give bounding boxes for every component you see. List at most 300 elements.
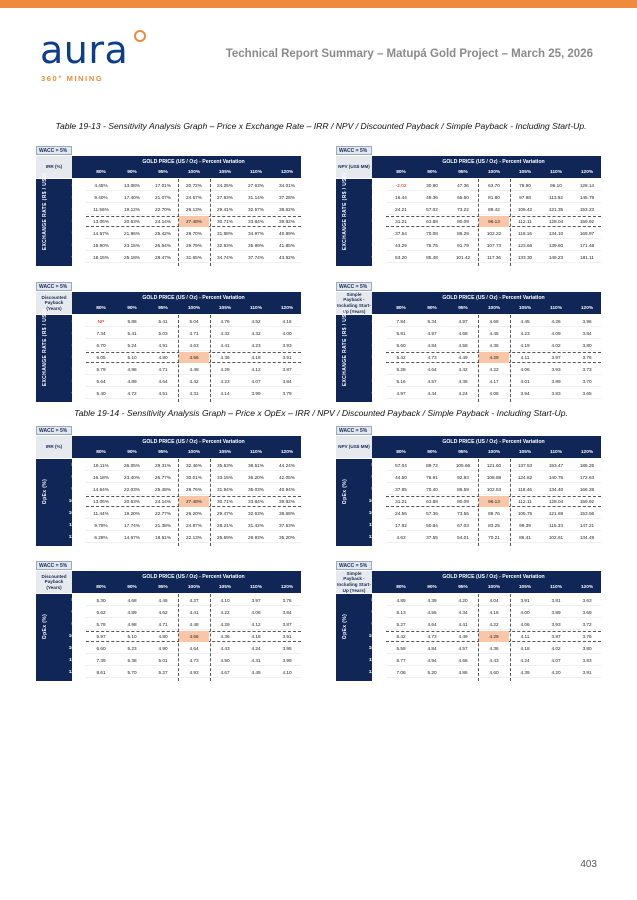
table-cell: 3.84	[282, 378, 292, 384]
table-cell: 23.15%	[124, 242, 140, 248]
table-cell: 57.02	[426, 206, 438, 212]
section-title: Table 19-14 - Sensitivity Analysis Graph – Price x OpEx – IRR / NPV / Discounted Payback / Simple Payback - Including Start-Up.	[74, 408, 568, 418]
table-cell: 4.23	[220, 378, 230, 384]
table-cell: 181.11	[580, 254, 594, 260]
table-cell: 3.81	[551, 597, 561, 603]
base-column-divider	[210, 459, 211, 546]
base-column-divider	[178, 315, 179, 402]
wacc-label: WACC = 5%	[36, 146, 72, 155]
table-cell: 39.82%	[279, 218, 295, 224]
table-cell: 4.89	[396, 597, 406, 603]
row-header: 100%	[368, 498, 381, 504]
table-cell: 28.93%	[248, 534, 264, 540]
table-cell: 5.60	[396, 342, 406, 348]
table-cell: 24.14%	[155, 218, 171, 224]
table-cell: 16.18%	[93, 474, 109, 480]
table-cell: 3.83	[551, 390, 561, 396]
table-cell: 38.51%	[248, 462, 264, 468]
table-cell: 3.73	[582, 366, 592, 372]
table-cell: 18.51%	[155, 534, 171, 540]
table-cell: 3.91	[282, 633, 292, 639]
table-cell: 123.66	[517, 242, 533, 248]
table-cell: 5.34	[427, 318, 437, 324]
column-header: 110%	[249, 585, 262, 590]
table-cell: 124.82	[517, 474, 533, 480]
table-cell: 22.13%	[186, 534, 202, 540]
table-cell: 24.87%	[186, 522, 202, 528]
table-cell: 113.92	[549, 194, 563, 200]
table-cell: 4.39	[427, 597, 437, 603]
column-header: 80%	[396, 585, 406, 590]
table-cell: 121.69	[548, 510, 564, 516]
table-cell: 20.72%	[186, 182, 202, 188]
base-column-divider	[210, 179, 211, 266]
table-cell: 22.77%	[155, 510, 171, 516]
column-header: 100%	[187, 170, 201, 175]
table-cell: 17.74%	[124, 522, 140, 528]
table-cell: 89.72	[426, 462, 438, 468]
base-column-divider	[478, 179, 479, 266]
table-cell: 5.78	[96, 621, 106, 627]
table-cell: 145.79	[579, 194, 595, 200]
column-header: 80%	[96, 306, 106, 311]
wacc-label: WACC = 5%	[36, 561, 72, 570]
table-cell: 5.70	[127, 669, 137, 675]
table-cell: 5.64	[96, 378, 106, 384]
table-cell: 37.55	[426, 534, 438, 540]
table-cell: 33.84%	[248, 498, 264, 504]
gold-price-title: GOLD PRICE (US / Oz) - Percent Variation	[442, 574, 545, 580]
logo-subtitle: 360° MINING	[41, 74, 104, 83]
table-cell: 4.24	[458, 390, 468, 396]
table-cell: 54.01	[457, 534, 469, 540]
column-header: 100%	[187, 450, 201, 455]
column-header: 90%	[427, 585, 437, 590]
table-cell: 153.47	[548, 462, 564, 468]
column-header: 100%	[487, 306, 501, 311]
table-cell: 4.97	[427, 330, 437, 336]
row-header: 120%	[68, 534, 81, 540]
table-cell: 28.70%	[186, 230, 202, 236]
table-cell: 75.75	[426, 242, 438, 248]
table-cell: 5.81	[396, 330, 406, 336]
table-cell: 4.69	[489, 318, 499, 324]
table-cell: 4.39	[520, 669, 530, 675]
table-cell: 4.71	[189, 330, 199, 336]
table-cell: 4.71	[158, 621, 168, 627]
table-cell: 9.40%	[94, 194, 108, 200]
table-cell: 4.31	[251, 657, 261, 663]
table-cell: 4.31	[189, 390, 199, 396]
row-header: 95%	[371, 486, 381, 492]
table-cell: 99.39	[519, 522, 531, 528]
table-cell: 4.45	[489, 330, 499, 336]
table-cell: 128.04	[548, 218, 564, 224]
column-header: 110%	[249, 170, 262, 175]
table-cell: 19.20%	[124, 510, 140, 516]
table-cell: 4.63	[189, 342, 199, 348]
table-cell: 4.22	[489, 366, 499, 372]
table-cell: 4.48	[189, 366, 199, 372]
table-cell: 4.07	[251, 378, 261, 384]
table-cell: 31.94%	[217, 486, 233, 492]
table-cell: 4.73	[427, 633, 437, 639]
table-cell: 4.67	[220, 669, 230, 675]
table-cell: 112.11	[518, 498, 532, 504]
table-cell: 25.42%	[155, 230, 171, 236]
table-cell: 4.90	[158, 645, 168, 651]
table-cell: 3.80	[582, 342, 592, 348]
table-cell: 5.03	[158, 330, 168, 336]
table-cell: 11.56%	[93, 206, 109, 212]
table-cell: 21.38%	[155, 522, 171, 528]
table-cell: 108.88	[486, 474, 502, 480]
table-cell: 28.21%	[217, 522, 233, 528]
table-cell: 40.94%	[279, 486, 295, 492]
base-column-divider	[478, 459, 479, 546]
table-cell: 86.29	[457, 230, 469, 236]
table-cell: 4.06	[520, 621, 530, 627]
base-column-divider	[510, 315, 511, 402]
table-cell: 4.93	[189, 669, 199, 675]
table-cell: 4.57	[427, 378, 437, 384]
table-cell: 134.40	[548, 486, 564, 492]
gold-price-title: GOLD PRICE (US / Oz) - Percent Variation	[442, 439, 545, 445]
table-cell: 101.42	[455, 254, 471, 260]
table-cell: 35.20%	[279, 534, 295, 540]
table-cell: 49.36	[426, 194, 438, 200]
table-cell: 5.01	[158, 657, 168, 663]
table-cell: 5.27	[396, 621, 406, 627]
table-cell: 4.98	[127, 366, 137, 372]
table-cell: 4.32	[220, 330, 230, 336]
table-cell: 19.12%	[124, 206, 140, 212]
table-cell: 4.11	[520, 633, 530, 639]
table-cell: 4.57	[458, 645, 468, 651]
column-header: 90%	[127, 170, 137, 175]
table-cell: 3.84	[282, 609, 292, 615]
row-header: 5.72	[71, 378, 81, 384]
table-cell: 4.42	[189, 378, 199, 384]
row-header: 80%	[371, 462, 381, 468]
column-header: 120%	[280, 585, 294, 590]
table-cell: 139.60	[548, 242, 564, 248]
column-header: 120%	[580, 306, 594, 311]
table-cell: 5.38	[127, 657, 137, 663]
table-cell: 3.87	[282, 366, 292, 372]
table-cell: 30.71%	[217, 498, 233, 504]
table-cell: 42.05%	[279, 474, 295, 480]
table-cell: 4.29	[220, 366, 230, 372]
table-cell: 27.63%	[248, 182, 264, 188]
column-header: 105%	[218, 585, 232, 590]
column-header: 90%	[427, 170, 437, 175]
table-cell: 4.80	[158, 354, 168, 360]
table-cell: 17.40%	[124, 194, 140, 200]
table-cell: 4.20	[551, 669, 561, 675]
sensitivity-table	[36, 146, 301, 266]
row-header: 4.16	[71, 182, 81, 188]
table-cell: 3.93	[282, 342, 292, 348]
table-cell: 41.85%	[279, 242, 295, 248]
table-cell: 3.89	[551, 378, 561, 384]
table-cell: 4.36	[220, 354, 230, 360]
column-header: 90%	[127, 450, 137, 455]
base-column-divider	[210, 594, 211, 681]
table-cell: 25.48%	[155, 486, 171, 492]
table-cell: 4.64	[189, 645, 199, 651]
table-cell: 4.24	[251, 645, 261, 651]
table-cell: 102.22	[486, 230, 502, 236]
table-cell: 137.53	[517, 462, 533, 468]
column-header: 110%	[249, 306, 262, 311]
table-cell: 3.79	[282, 390, 292, 396]
table-cell: 4.36	[489, 342, 499, 348]
row-header: 4.16	[71, 318, 81, 324]
row-header: 105%	[368, 510, 381, 516]
table-cell: 3.93	[551, 366, 561, 372]
table-cell: 4.06	[251, 609, 261, 615]
table-cell: 4.23	[520, 330, 530, 336]
table-cell: 3.93	[551, 621, 561, 627]
table-cell: 5.13	[396, 609, 406, 615]
base-column-divider	[510, 179, 511, 266]
column-header: 110%	[549, 450, 562, 455]
column-header: 120%	[280, 450, 294, 455]
table-cell: 18.15%	[93, 254, 109, 260]
table-cell: 4.12	[251, 366, 261, 372]
table-cell: 4.49	[458, 354, 468, 360]
table-cell: 37.74%	[248, 254, 264, 260]
table-cell: 70.40	[426, 486, 438, 492]
table-cell: 30.71%	[217, 218, 233, 224]
row-header: 90%	[371, 609, 381, 615]
row-header: 80%	[371, 597, 381, 603]
table-cell: 24.21	[395, 206, 407, 212]
table-cell: 19.11%	[93, 462, 109, 468]
table-cell: 32.46%	[186, 462, 202, 468]
table-cell: 25.18%	[124, 254, 140, 260]
table-cell: 159.92	[579, 498, 595, 504]
column-header: 120%	[580, 450, 594, 455]
table-cell: 11.44%	[93, 510, 109, 516]
table-cell: 4.48	[189, 621, 199, 627]
table-cell: 31.42%	[248, 522, 264, 528]
table-cell: 6.28%	[94, 534, 108, 540]
table-cell: 4.10	[220, 597, 230, 603]
table-cell: 5.40	[96, 390, 106, 396]
table-cell: 117.36	[487, 254, 501, 260]
table-cell: 24.25%	[217, 182, 233, 188]
table-cell: 4.18	[251, 633, 261, 639]
table-cell: 3.76	[282, 597, 292, 603]
row-header: 4.68	[371, 194, 381, 200]
table-cell: 20.63%	[124, 218, 140, 224]
table-cell: 3.89	[551, 609, 561, 615]
page-number: 403	[580, 859, 597, 870]
table-cell: 3.97	[551, 633, 561, 639]
table-cell: 50.84	[426, 522, 438, 528]
table-cell: 4.12	[251, 621, 261, 627]
table-cell: 5.42	[396, 633, 406, 639]
table-cell: 5.88	[127, 318, 137, 324]
table-cell: 31.21	[395, 218, 407, 224]
table-cell: 3.99	[282, 657, 292, 663]
table-cell: 30.90	[426, 182, 438, 188]
table-cell: 4.76	[220, 318, 230, 324]
gold-price-title: GOLD PRICE (US / Oz) - Percent Variation	[142, 574, 245, 580]
table-cell: 4.97	[458, 318, 468, 324]
table-cell: 26.20%	[186, 510, 202, 516]
table-cell: 14.67%	[124, 534, 140, 540]
table-cell: 3.97	[551, 354, 561, 360]
column-header: 105%	[518, 170, 532, 175]
table-cell: 134.10	[548, 230, 564, 236]
table-cell: 4.45	[251, 669, 261, 675]
table-cell: 37.53%	[279, 522, 295, 528]
column-header: 80%	[396, 170, 406, 175]
table-cell: 76.91	[426, 474, 438, 480]
table-cell: 31.65%	[186, 254, 202, 260]
column-header: 95%	[158, 585, 168, 590]
table-cell: 83.25	[488, 522, 500, 528]
row-header: 5.20	[371, 218, 381, 224]
table-cell: 33.15%	[217, 474, 233, 480]
row-header: 4.94	[371, 206, 381, 212]
table-cell: 26.05%	[124, 462, 140, 468]
base-column-divider	[210, 315, 211, 402]
row-header: 100%	[68, 498, 81, 504]
table-cell: 57.36	[426, 510, 438, 516]
table-cell: 5.30	[96, 597, 106, 603]
table-cell: 133.30	[517, 254, 533, 260]
table-cell: 44.24%	[279, 462, 295, 468]
table-cell: 4.86	[458, 669, 468, 675]
table-cell: 4.10	[282, 669, 292, 675]
table-cell: 37.85	[395, 486, 407, 492]
table-cell: 92.93	[457, 474, 469, 480]
row-header: 6.24	[71, 390, 81, 396]
table-cell: 4.58	[458, 342, 468, 348]
row-header: 100%	[368, 633, 381, 639]
sensitivity-table	[36, 561, 301, 681]
table-cell: 6.60	[96, 645, 106, 651]
row-header: 95%	[371, 621, 381, 627]
table-cell: 4.49	[458, 633, 468, 639]
table-cell: 21.96%	[124, 230, 140, 236]
table-cell: 5.23	[127, 645, 137, 651]
column-header: 100%	[487, 170, 501, 175]
table-cell: 25.59%	[217, 534, 233, 540]
table-cell: 118.16	[518, 230, 532, 236]
table-cell: 4.84	[427, 645, 437, 651]
table-cell: 4.29	[479, 352, 509, 363]
table-cell: 22.70%	[155, 206, 171, 212]
table-cell: 4.08	[489, 390, 499, 396]
base-column-divider	[510, 459, 511, 546]
table-cell: 13.06%	[93, 498, 109, 504]
table-cell: 4.16	[282, 318, 292, 324]
table-cell: 13.06%	[93, 218, 109, 224]
table-cell: 4.72	[127, 390, 137, 396]
table-cell: 4.36	[220, 633, 230, 639]
wacc-label: WACC = 5%	[336, 426, 372, 435]
table-cell: 165.97	[579, 230, 595, 236]
column-header: 95%	[458, 170, 468, 175]
table-cell: 4.34	[458, 609, 468, 615]
table-cell: 4.18	[520, 645, 530, 651]
table-cell: 40.89%	[279, 230, 295, 236]
table-cell: 3.76	[582, 354, 592, 360]
table-cell: 27.48%	[179, 496, 209, 507]
metric-label: NPV (US$ MM)	[336, 436, 372, 458]
table-cell: 6.05	[96, 354, 106, 360]
column-header: 80%	[396, 306, 406, 311]
table-cell: 91.79	[457, 242, 469, 248]
table-cell: 118.46	[518, 486, 532, 492]
table-cell: 24.57%	[186, 194, 202, 200]
table-cell: 31.21	[395, 498, 407, 504]
table-cell: 34.97%	[248, 230, 264, 236]
table-cell: 4.20	[458, 597, 468, 603]
table-cell: 4.97	[396, 390, 406, 396]
table-cell: 39.82%	[279, 498, 295, 504]
sensitivity-table	[36, 426, 301, 546]
row-axis-label: OpEx (%)	[42, 613, 48, 640]
table-cell: 80.09	[457, 218, 469, 224]
metric-label: Simple Payback - Including Start-Up (Years)	[337, 570, 371, 593]
table-cell: 4.14	[220, 390, 230, 396]
table-cell: 24.14%	[155, 498, 171, 504]
row-header: 120%	[368, 534, 381, 540]
table-cell: 26.77%	[155, 474, 171, 480]
base-column-divider	[478, 315, 479, 402]
table-cell: 4.24	[520, 657, 530, 663]
table-cell: 85.48	[426, 254, 438, 260]
row-header: 4.68	[371, 330, 381, 336]
table-cell: 17.01%	[155, 182, 171, 188]
table-cell: 4.04	[489, 597, 499, 603]
table-cell: 89.76	[488, 510, 500, 516]
sensitivity-table	[336, 561, 601, 681]
table-cell: 5.62	[96, 609, 106, 615]
table-cell: 96.13	[479, 216, 509, 227]
row-header: 120%	[68, 669, 81, 675]
row-header: 105%	[368, 645, 381, 651]
row-header: 110%	[68, 522, 81, 528]
table-cell: 5.20	[427, 669, 437, 675]
base-column-divider	[178, 179, 179, 266]
row-header: 105%	[68, 510, 81, 516]
column-header: 90%	[127, 585, 137, 590]
table-cell: 27.48%	[179, 216, 209, 227]
table-cell: 32.63%	[248, 510, 264, 516]
table-cell: 4.56	[179, 352, 209, 363]
row-header: 5.72	[371, 242, 381, 248]
table-cell: 4.07	[551, 657, 561, 663]
table-cell: 4.09	[551, 330, 561, 336]
table-cell: 30.01%	[186, 474, 202, 480]
table-cell: 102.61	[548, 534, 564, 540]
table-cell: 4.66	[458, 657, 468, 663]
table-cell: 47.36	[457, 182, 469, 188]
table-cell: 4.64	[427, 621, 437, 627]
table-cell: 5.42	[396, 354, 406, 360]
row-header: 95%	[71, 621, 81, 627]
row-header: 4.16	[371, 318, 381, 324]
table-cell: 4.64	[158, 378, 168, 384]
base-column-divider	[478, 594, 479, 681]
